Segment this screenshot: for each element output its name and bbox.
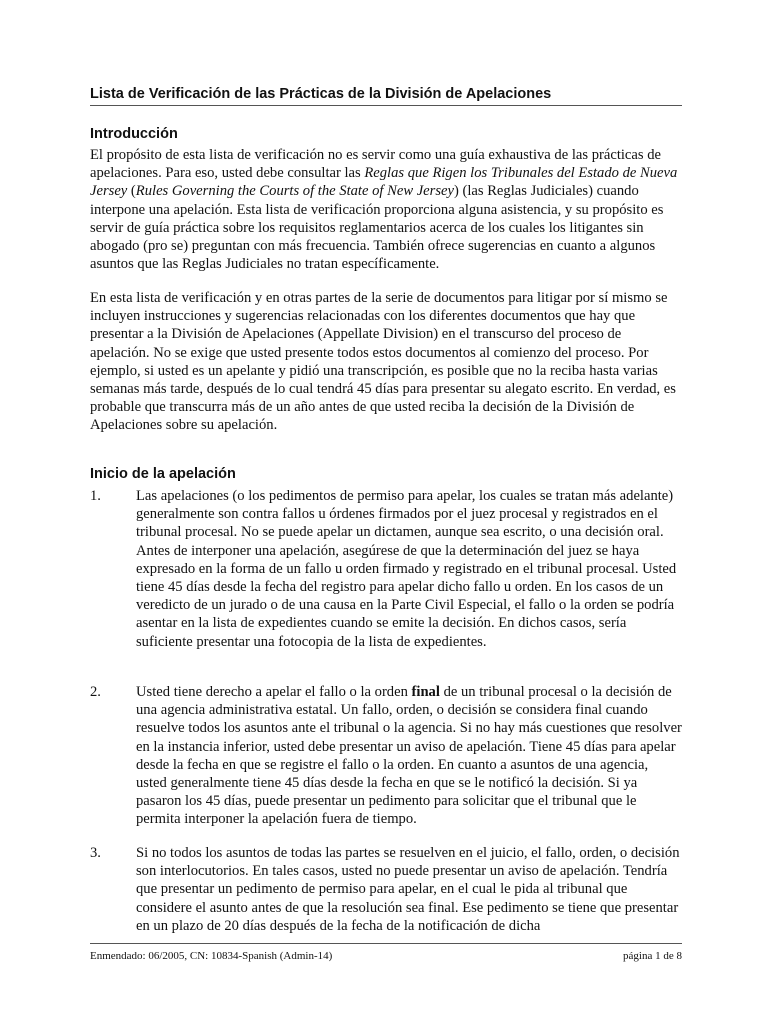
section-heading-introduccion: Introducción xyxy=(90,126,178,142)
footer-divider xyxy=(90,943,682,944)
item2-text-b: de un tribunal procesal o la decisión de una agencia administrativa estatal. Un fallo, orden, o decisión se considera final cuando resuelve todos los asuntos ante el tribunal o la agencia. Si no hay más cuestiones que resolver en la instancia inferior, usted debe presentar un aviso de apelación. Tiene 45 días para apelar desde la fecha en que se registre el fallo o la orden. En cuanto a asuntos de una agencia, usted generalmente tiene 45 días desde la fecha en que se le notificó la decisión. Si ya pasaron los 45 días, puede presentar un pedimento para solicitar que el tribunal que le permita interponer la apelación fuera de tiempo. xyxy=(136,684,682,828)
list-item-text: Las apelaciones (o los pedimentos de permiso para apelar, los cuales se tratan más adelante) generalmente son contra fallos u órdenes firmados por el juez procesal y registrados en el tribunal procesal. No se puede apelar un dictamen, aunque sea escrito, o una decisión oral. Antes de interponer una apelación, asegúrese de que la determinación del juez se haya expresado en la forma de un fallo u orden firmado y registrado en el tribunal procesal. Usted tiene 45 días desde la fecha del registro para apelar dicho fallo u orden. En los casos de un veredicto de un jurado o de una causa en la Parte Civil Especial, el fallo o la orden se podría asentar en la lista de expedientes cuando se emite la decisión. En dichos casos, sería suficiente presentar una fotocopia de la lista de expedientes. xyxy=(136,488,677,650)
intro-paragraph-1 xyxy=(90,146,682,273)
list-item-text: Si no todos los asuntos de todas las partes se resuelven en el juicio, el fallo, orden, o decisión son interlocutorios. En tales casos, usted no puede presentar un aviso de apelación. Tendría que presentar un pedimento de permiso para apelar, en el cual le pida al tribunal que considere el asunto antes de que la resolución sea final. Ese pedimento se tiene que presentar en un plazo de 20 días después de la fecha de la notificación de dicha xyxy=(136,845,680,934)
intro-p1-italic-b: Rules Governing the Courts of the State of New Jersey xyxy=(135,183,454,200)
intro-p1-italic-a: Reglas que Rigen los Tribunales del Estado de Nueva Jersey xyxy=(90,165,678,200)
intro-p1-text-c: ) (las Reglas Judiciales) cuando interpone una apelación. Esta lista de verificación proporciona alguna asistencia, y su propósito es servir de guía práctica sobre los requisitos reglamentarios acerca de los cuales los litigantes sin abogado (pro se) preguntan con más frecuencia. También ofrece sugerencias en cuanto a algunos asuntos que las Reglas Judiciales no tratan específicamente. xyxy=(90,183,664,273)
list-item-number: 1. xyxy=(90,488,101,504)
footer-revision: Enmendado: 06/2005, CN: 10834-Spanish (Admin-14) xyxy=(90,950,333,962)
footer-page-number: página 1 de 8 xyxy=(623,950,682,962)
item2-bold-final: final xyxy=(411,684,440,700)
list-item-text xyxy=(136,683,682,829)
list-item-number: 3. xyxy=(90,845,101,861)
intro-p1-text-a: El propósito de esta lista de verificación no es servir como una guía exhaustiva de las prácticas de apelaciones. Para eso, usted debe consultar las xyxy=(90,147,661,182)
intro-paragraph-2: En esta lista de verificación y en otras partes de la serie de documentos para litigar por sí mismo se incluyen instrucciones y sugerencias relacionadas con los diferentes documentos que hay que presentar a la División de Apelaciones (Appellate Division) en el transcurso del proceso de apelación. No se exige que usted presente todos estos documentos al comienzo del proceso. Por ejemplo, si usted es un apelante y pidió una transcripción, es posible que no la reciba hasta varias semanas más tarde, después de lo cual tendrá 45 días para presentar su alegato escrito. En verdad, es probable que transcurra más de un año antes de que usted reciba la decisión de la División de Apelaciones sobre su apelación. xyxy=(90,290,676,434)
document-title: Lista de Verificación de las Prácticas de la División de Apelaciones xyxy=(90,86,682,106)
item2-text-a: Usted tiene derecho a apelar el fallo o la orden xyxy=(136,684,412,700)
intro-p1-text-b: ( xyxy=(127,183,136,200)
list-item-number: 2. xyxy=(90,684,101,700)
section-heading-inicio: Inicio de la apelación xyxy=(90,466,236,482)
